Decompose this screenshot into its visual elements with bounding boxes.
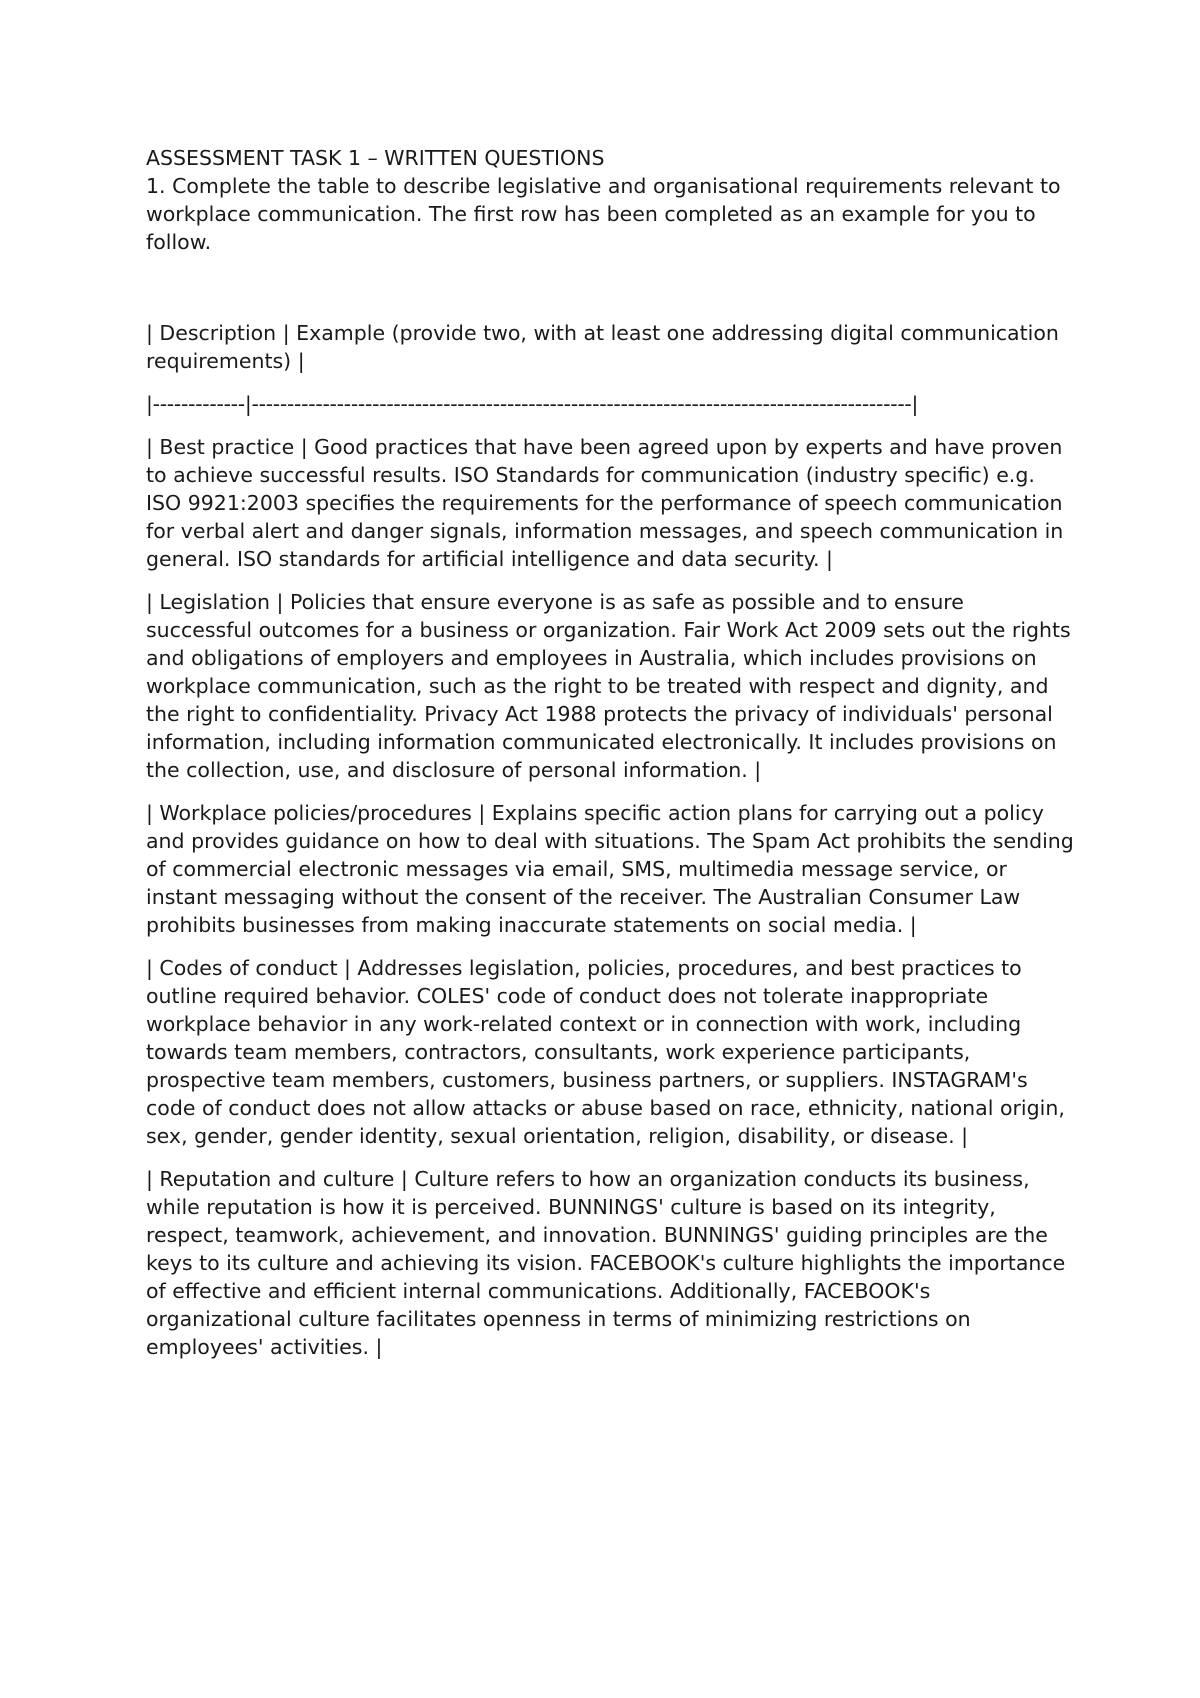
page-title: ASSESSMENT TASK 1 – WRITTEN QUESTIONS: [146, 146, 605, 170]
table-header-row: | Description | Example (provide two, with at least one addressing digital communication requirements) |: [146, 321, 1059, 373]
table-row-legislation: | Legislation | Policies that ensure everyone is as safe as possible and to ensure successful outcomes for a business or organization. Fair Work Act 2009 sets out the rights and obligations of employers and employees in Australia, which includes provisions on workplace communication, such as the right to be treated with respect and dignity, and the right to confidentiality. Privacy Act 1988 protects the privacy of individuals' personal information, including information communicated electronically. It includes provisions on the collection, use, and disclosure of personal information. |: [146, 590, 1071, 782]
document-body: [146, 144, 1076, 1361]
table-row-workplace-policies: | Workplace policies/procedures | Explains specific action plans for carrying out a policy and provides guidance on how to deal with situations. The Spam Act prohibits the sending of commercial electronic messages via email, SMS, multimedia message service, or instant messaging without the consent of the receiver. The Australian Consumer Law prohibits businesses from making inaccurate statements on social media. |: [146, 801, 1074, 937]
table-separator-row: |-------------|---------------------------------------------------------------------------------------------|: [146, 392, 919, 416]
table-row-best-practice: | Best practice | Good practices that have been agreed upon by experts and have proven to achieve successful results. ISO Standards for communication (industry specific) e.g. ISO 9921:2003 specifies the requirements for the performance of speech communication for verbal alert and danger signals, information messages, and speech communication in general. ISO standards for artificial intelligence and data security. |: [146, 435, 1064, 571]
question-1-text: 1. Complete the table to describe legislative and organisational requirements relevant to workplace communication. The first row has been completed as an example for you to follow.: [146, 174, 1061, 254]
table-row-reputation-culture: | Reputation and culture | Culture refers to how an organization conducts its business, while reputation is how it is perceived. BUNNINGS' culture is based on its integrity, respect, teamwork, achievement, and innovation. BUNNINGS' guiding principles are the keys to its culture and achieving its vision. FACEBOOK's culture highlights the importance of effective and efficient internal communications. Additionally, FACEBOOK's organizational culture facilitates openness in terms of minimizing restrictions on employees' activities. |: [146, 1167, 1066, 1359]
table-row-codes-of-conduct: | Codes of conduct | Addresses legislation, policies, procedures, and best practices to outline required behavior. COLES' code of conduct does not tolerate inappropriate workplace behavior in any work-related context or in connection with work, including towards team members, contractors, consultants, work experience participants, prospective team members, customers, business partners, or suppliers. INSTAGRAM's code of conduct does not allow attacks or abuse based on race, ethnicity, national origin, sex, gender, gender identity, sexual orientation, religion, disability, or disease. |: [146, 956, 1065, 1148]
